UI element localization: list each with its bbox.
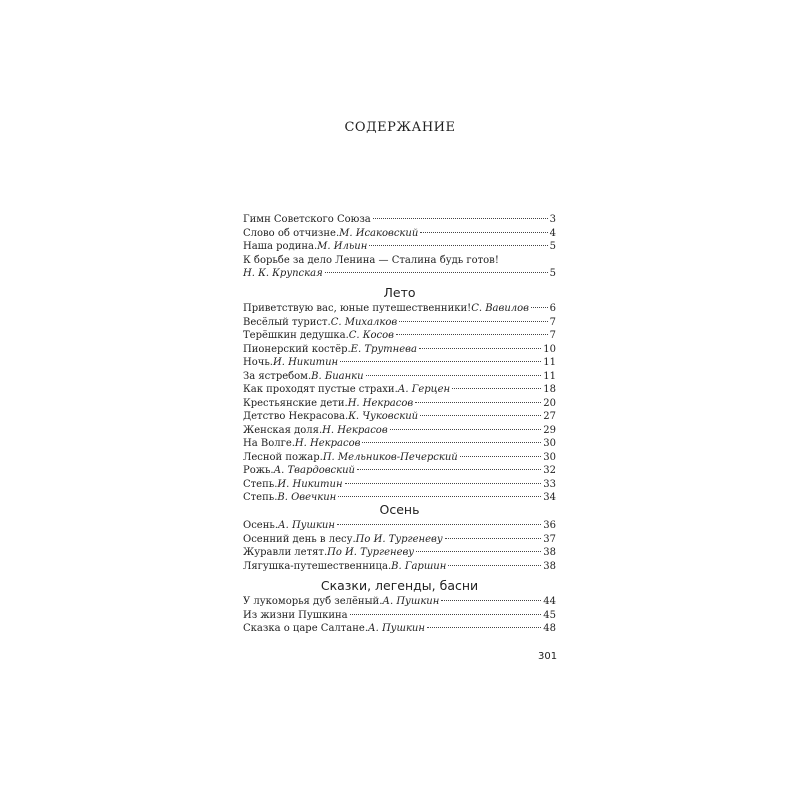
dot-leader [369,245,547,246]
section-heading: Лето [383,285,416,300]
entry-title: Детство Некрасова. [243,411,349,422]
entry-author: С. Косов [348,330,394,341]
dot-leader [362,442,541,443]
toc-entry [243,410,556,424]
entry-title: Ночь. [243,357,273,368]
entry-author: В. Гаршин [391,560,447,572]
toc-entry [243,546,556,560]
entry-page-number: 11 [543,370,556,382]
entry-title: Осенний день в лесу. [243,533,356,545]
entry-page-number: 36 [543,520,556,531]
entry-title: Лесной пожар. [243,451,323,463]
dot-leader [416,551,541,552]
entry-title: Наша родина. [243,241,318,252]
dot-leader [448,565,541,566]
toc-items [243,595,556,636]
toc-entry [243,383,556,397]
entry-page-number: 5 [549,268,556,279]
entry-author: А. Герцен [397,384,451,395]
entry-title: Пионерский костёр. [243,343,351,355]
entry-page-number: 7 [549,330,556,341]
entry-title: Женская доля. [243,424,323,436]
toc-entry [243,329,556,343]
entry-page-number: 38 [543,560,556,572]
toc-entry [243,343,556,357]
dot-leader [415,402,541,403]
toc-entry [243,533,556,547]
dot-leader [445,538,542,539]
dot-leader [357,469,541,470]
toc-entry [243,609,556,623]
dot-leader [337,524,541,525]
toc-entry [243,595,556,609]
entry-author: Е. Трутнева [350,343,417,355]
entry-page-number: 34 [543,492,556,503]
entry-page-number: 6 [549,303,556,314]
entry-author: А. Твардовский [273,465,355,476]
entry-title: Степь. [243,492,278,503]
dot-leader [340,361,541,362]
entry-page-number: 30 [543,451,556,463]
toc-entry [243,254,556,268]
dot-leader [427,627,541,628]
entry-title: Слово об отчизне. [243,227,340,239]
entry-title: Сказка о царе Салтане. [243,623,369,634]
entry-page-number: 7 [549,316,556,328]
toc-entry [243,213,556,227]
entry-author: И. Никитин [272,357,339,368]
entry-title: Как проходят пустые страхи. [243,384,398,395]
toc-entry [243,227,556,241]
entry-page-number: 10 [543,343,556,355]
entry-page-number: 11 [543,357,556,368]
toc-entry [243,478,556,492]
entry-author: С. Вавилов [471,303,529,314]
toc-entry [243,316,556,330]
entry-author: Н. Некрасов [294,438,361,449]
entry-title: Степь. [243,478,278,490]
toc-entry [243,424,556,438]
entry-page-number: 30 [543,438,556,449]
entry-author: Н. К. Крупская [243,268,323,279]
entry-page-number: 4 [549,227,556,239]
entry-title: На Волге. [243,438,295,449]
entry-page-number: 5 [549,241,556,252]
dot-leader [441,600,541,601]
dot-leader [325,272,548,273]
entry-page-number: 32 [543,465,556,476]
entry-author: С. Михалков [330,316,398,328]
entry-title: Осень. [243,520,279,531]
toc-section-tales [243,577,556,636]
dot-leader [531,307,548,308]
page-number: 301 [538,651,558,662]
toc-items [243,519,556,573]
dot-leader [399,321,547,322]
entry-title: За ястребом. [243,370,312,382]
toc-entry [243,397,556,411]
page-title: СОДЕРЖАНИЕ [344,120,456,135]
toc-entry [243,437,556,451]
entry-author: А. Пушкин [278,520,335,531]
entry-title: Приветствую вас, юные путешественники! [243,303,472,314]
toc-items [243,302,556,505]
dot-leader [452,388,541,389]
entry-title: К борьбе за дело Ленина — Сталина будь готов! [243,254,499,266]
dot-leader [390,429,542,430]
toc-entry [243,451,556,465]
entry-author: В. Овечкин [277,492,337,503]
entry-page-number: 45 [543,609,556,621]
entry-page-number: 20 [543,397,556,409]
entry-author: П. Мельников-Печерский [322,451,458,463]
dot-leader [396,334,548,335]
dot-leader [420,232,547,233]
toc-intro-list [243,213,556,281]
toc-entry [243,464,556,478]
entry-author: И. Никитин [277,478,343,490]
entry-title: Крестьянские дети. [243,397,348,409]
entry-page-number: 44 [543,596,556,607]
entry-page-number: 3 [549,214,556,225]
entry-author: М. Ильин [317,241,368,252]
dot-leader [460,456,542,457]
entry-title: Журавли летят. [243,547,328,558]
entry-title: Весёлый турист. [243,316,331,328]
entry-title: Терёшкин дедушка. [243,330,349,341]
toc-entry [243,622,556,636]
entry-author: А. Пушкин [382,596,440,607]
toc-section-autumn [243,501,556,573]
dot-leader [350,614,542,615]
toc-entry [243,370,556,384]
entry-page-number: 37 [543,533,556,545]
entry-author: Н. Некрасов [322,424,388,436]
section-heading: Сказки, легенды, басни [320,578,479,593]
dot-leader [366,375,542,376]
entry-title: Лягушка-путешественница. [243,560,392,572]
dot-leader [420,415,541,416]
toc-section-summer [243,284,556,505]
toc-entry [243,240,556,254]
entry-author: По И. Тургеневу [327,547,415,558]
entry-author: К. Чуковский [348,411,419,422]
dot-leader [345,483,542,484]
entry-page-number: 29 [543,424,556,436]
dot-leader [373,218,548,219]
entry-author: По И. Тургеневу [355,533,443,545]
entry-page-number: 38 [543,547,556,558]
entry-author: Н. Некрасов [347,397,414,409]
entry-page-number: 27 [543,411,556,422]
entry-title: У лукоморья дуб зелёный. [243,596,383,607]
entry-title: Гимн Советского Союза [243,214,371,225]
entry-title: Из жизни Пушкина [243,609,348,621]
dot-leader [338,496,541,497]
toc-entry [243,560,556,574]
entry-page-number: 33 [543,478,556,490]
section-heading: Осень [379,502,420,517]
toc-entry [243,302,556,316]
toc-entry [243,519,556,533]
toc-entry [243,356,556,370]
dot-leader [419,348,541,349]
entry-page-number: 48 [543,623,556,634]
entry-author: В. Бианки [311,370,364,382]
entry-page-number: 18 [543,384,556,395]
toc-entry [243,267,556,281]
entry-author: А. Пушкин [368,623,425,634]
entry-author: М. Исаковский [339,227,419,239]
entry-title: Рожь. [243,465,274,476]
